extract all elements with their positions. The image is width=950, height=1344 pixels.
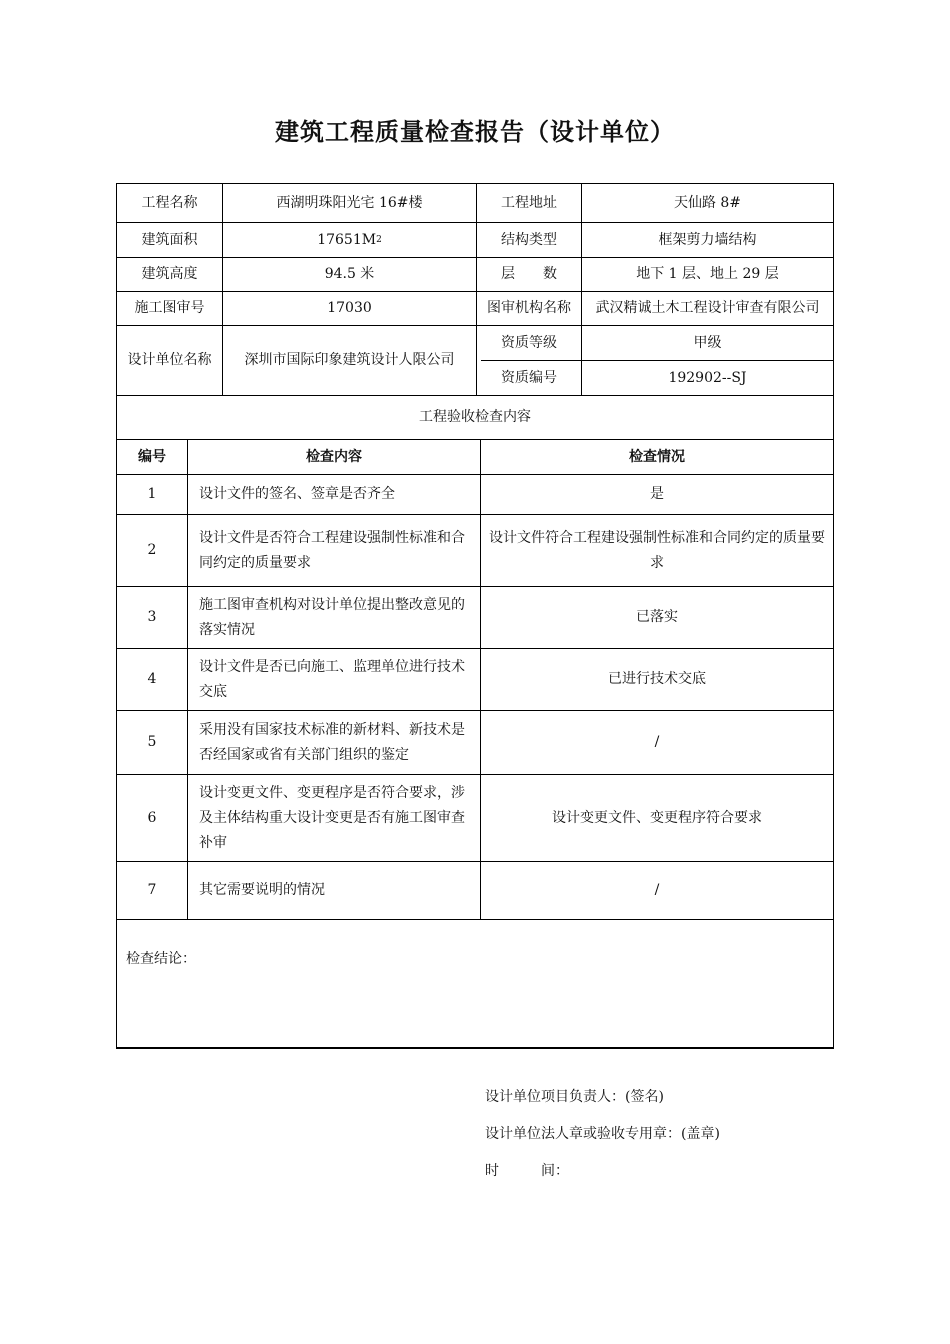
design-unit-label: 设计单位名称 — [127, 352, 212, 368]
row-result: 设计变更文件、变更程序符合要求 — [552, 809, 762, 826]
header-number: 编号 — [138, 448, 166, 465]
drawing-no-value: 17030 — [327, 300, 372, 316]
review-org-label: 图审机构名称 — [487, 300, 571, 316]
header-content: 检查内容 — [306, 448, 362, 465]
row-content: 设计文件是否已向施工、监理单位进行技术交底 — [199, 658, 465, 700]
drawing-no-label: 施工图审号 — [134, 300, 205, 316]
row-result: 已落实 — [636, 609, 678, 625]
row-number: 4 — [147, 671, 157, 687]
header-result: 检查情况 — [629, 448, 685, 465]
project-name-label: 工程名称 — [141, 194, 198, 211]
area-number: 17651M — [317, 231, 377, 248]
project-name-value: 西湖明珠阳光宅 16#楼 — [276, 194, 423, 211]
floors-value: 地下 1 层、地上 29 层 — [636, 266, 779, 282]
time-line: 时 间： — [485, 1163, 569, 1179]
row-result: 是 — [650, 486, 664, 502]
design-unit-value: 深圳市国际印象建筑设计人限公司 — [244, 352, 455, 368]
row-number: 3 — [147, 609, 157, 625]
row-content: 设计变更文件、变更程序是否符合要求，涉及主体结构重大设计变更是否有施工图审查补审 — [199, 784, 465, 851]
row-divider — [117, 919, 833, 920]
qual-level-value: 甲级 — [693, 334, 722, 351]
qual-no-value: 192902--SJ — [668, 369, 747, 386]
row-result: / — [654, 734, 660, 750]
row-result: / — [654, 882, 660, 898]
height-label: 建筑高度 — [141, 266, 198, 282]
area-label: 建筑面积 — [141, 231, 198, 248]
row-number: 2 — [147, 542, 157, 558]
qual-level-label: 资质等级 — [501, 334, 557, 351]
row-content: 设计文件是否符合工程建设强制性标准和合同约定的质量要求 — [199, 529, 465, 571]
area-unit-superscript: 2 — [376, 234, 382, 245]
seal-line: 设计单位法人章或验收专用章：(盖章) — [485, 1126, 720, 1142]
qual-no-label: 资质编号 — [501, 369, 557, 386]
floors-label: 层 数 — [501, 266, 557, 282]
page-title: 建筑工程质量检查报告（设计单位） — [275, 118, 675, 146]
row-content: 采用没有国家技术标准的新材料、新技术是否经国家或省有关部门组织的鉴定 — [199, 721, 465, 763]
address-value: 天仙路 8# — [673, 194, 742, 211]
row-content: 设计文件的签名、签章是否齐全 — [199, 486, 395, 502]
row-result: 已进行技术交底 — [608, 671, 706, 687]
structure-label: 结构类型 — [501, 231, 557, 248]
section-title: 工程验收检查内容 — [419, 409, 531, 425]
row-number: 1 — [147, 486, 157, 502]
row-result: 设计文件符合工程建设强制性标准和合同约定的质量要求 — [489, 529, 825, 571]
row-content: 其它需要说明的情况 — [199, 882, 325, 898]
structure-value: 框架剪力墙结构 — [658, 231, 757, 248]
row-number: 5 — [147, 734, 157, 750]
address-label: 工程地址 — [501, 194, 557, 211]
row-content: 施工图审查机构对设计单位提出整改意见的落实情况 — [199, 596, 465, 638]
row-number: 6 — [147, 809, 157, 826]
project-leader-signature-line: 设计单位项目负责人：(签名) — [485, 1089, 664, 1105]
area-value — [223, 223, 476, 257]
inspection-report-table — [116, 183, 834, 1049]
review-org-value: 武汉精诚土木工程设计审查有限公司 — [595, 300, 820, 316]
row-number: 7 — [147, 882, 157, 898]
height-value: 94.5 米 — [324, 266, 375, 282]
conclusion-label: 检查结论： — [126, 951, 196, 967]
